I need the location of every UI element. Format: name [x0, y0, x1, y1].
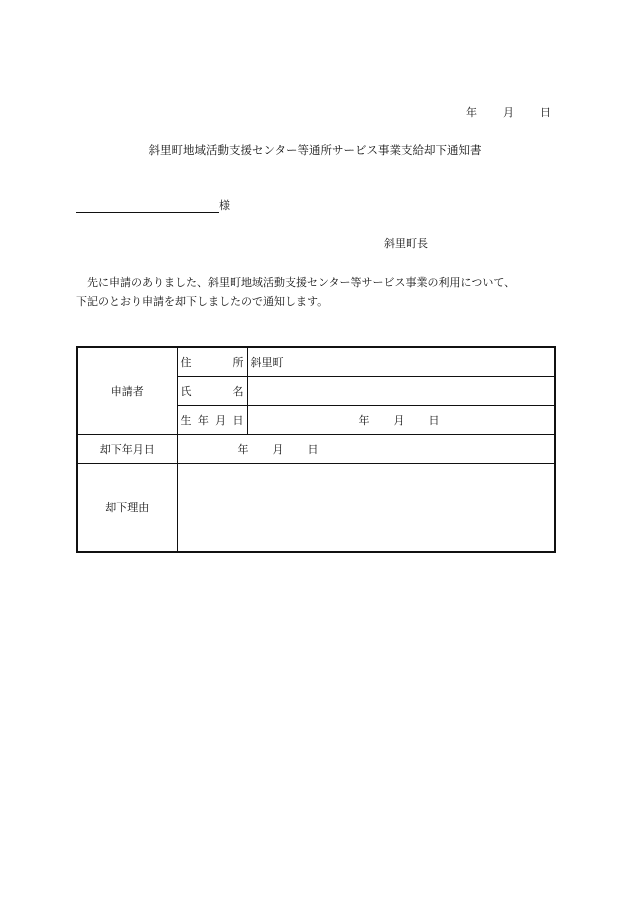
birthdate-label [177, 405, 247, 434]
issue-date-month: 月 [503, 106, 514, 119]
applicant-label: 申請者 [77, 347, 177, 434]
notice-body-line-1: 先に申請のありました、斜里町地域活動支援センター等サービス事業の利用について、 [87, 276, 516, 289]
addressee-suffix: 様 [219, 199, 230, 212]
birth-label-1: 生 [180, 413, 192, 427]
document-title: 斜里町地域活動支援センター等通所サービス事業支給却下通知書 [148, 143, 482, 157]
address-label-b: 所 [232, 355, 244, 369]
address-value: 斜里町 [247, 347, 555, 376]
notice-body-line-2: 下記のとおり申請を却下しましたので通知します。 [76, 295, 329, 308]
name-label-a: 氏 [180, 384, 192, 398]
name-label [177, 376, 247, 405]
birth-label-3: 月 [215, 413, 227, 427]
addressee-name-line [76, 199, 219, 213]
notice-form-table [76, 346, 556, 553]
addressee [76, 197, 230, 213]
birth-day: 日 [428, 413, 440, 427]
issue-date-day: 日 [540, 106, 551, 119]
address-label-a: 住 [180, 355, 192, 369]
rejection-day: 日 [307, 442, 319, 456]
birth-year: 年 [358, 413, 370, 427]
rejection-reason-value [177, 463, 555, 552]
rejection-date-value [177, 434, 555, 463]
rejection-month: 月 [272, 442, 284, 456]
birth-label-2: 年 [197, 413, 209, 427]
rejection-reason-label: 却下理由 [77, 463, 177, 552]
issue-date-year: 年 [466, 106, 477, 119]
rejection-year: 年 [237, 442, 249, 456]
issue-date [466, 104, 551, 120]
address-label [177, 347, 247, 376]
name-label-b: 名 [232, 384, 244, 398]
notice-body [76, 273, 556, 311]
name-value [247, 376, 555, 405]
issuer: 斜里町長 [384, 237, 428, 250]
birth-month: 月 [393, 413, 405, 427]
rejection-date-label: 却下年月日 [77, 434, 177, 463]
birth-label-4: 日 [232, 413, 244, 427]
birthdate-value [247, 405, 555, 434]
